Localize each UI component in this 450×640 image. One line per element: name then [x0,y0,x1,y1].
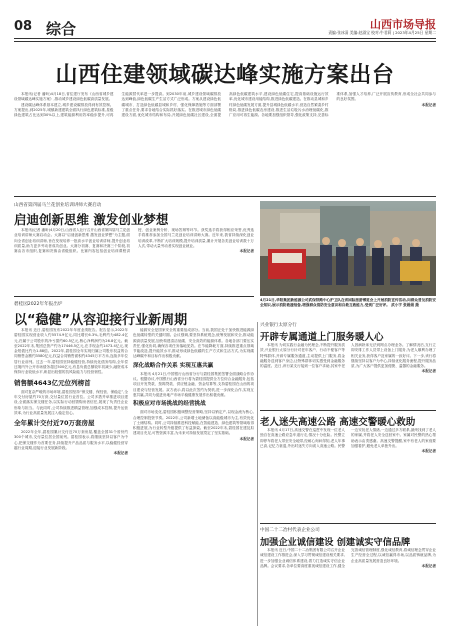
article3-paragraph: 本报讯 近日,碧桂园发布2022年年度业绩报告。报告显示,2022年碧桂园实现营业收入约5574.9亿元,同比增长6.3%,毛利约为482.4亿元,归属于公司股东的净亏损约60.5亿元,核心净利润约为26.8亿元。截至2022年末,集团总资产约为17446.5亿元,在手现金约1473.4亿元,现金短债比约为1.88倍。2022年,碧桂园全年实现归属公司股东权益的合同销售金额约3580亿元,权益合同销售面积约4345万平方米,连续多年位居行业前列。过去一年,碧桂园坚持稳健经营,持续优化债务结构,全年偿还境内外公开市场债务超过500亿元,有息负债总额较年初减少,融资成本保持行业较低水平,彰显出较强的抗风险能力与经营韧性。 [14,328,128,375]
article2-paragraph: 本报讯(记者 潘昕)4月20日,山西省人社厅召开山西省第四届马兰花创业培训讲师大赛启动会。大赛以“启迪创新思维 激发创业梦想”为主题,面向全省创业培训讲师,旨在发现培养一批高水平创业培训讲师,提升创业培训质量,助力更多劳动者成功创业。大赛分初赛、复赛和决赛三个阶段,初赛由各市组织,复赛和决赛由省级组织。比赛内容包括创业培训课程讲授、创业案例分析、现场答辩等环节。获奖选手将获得相应荣誉,优秀选手将推荐参加全国马兰花创业培训讲师大赛。近年来,我省持续深化创业培训改革,不断扩大培训规模,提升培训质量,累计开展各类创业培训数十万人次,带动大量劳动者实现创业就业。 [14,228,254,254]
article2-kicker: 山西省第四届马兰花创业培训讲师大赛启动 [14,203,102,208]
photo-caption: 4月21日,华阳集团新能源公司武保铁路中心护卫队在省国际旅游博览会上开展消防宣传活动,向群众普及消防安全知识,展示消防救援装备,增强群众消防安全意识和自救互救能力,受到广泛好评。 武小宇 张娟娟 摄 [260,298,436,308]
section-rule-2 [14,296,254,297]
article3-kicker: 碧桂园2022年年报出炉 [14,302,63,307]
article5-title: 老人迷失高速公路 高速交警暖心救助 [260,417,416,428]
lead-byline: 本报记者 [421,102,436,107]
article6-title: 加强企业诚信建设 创建诚实守信品牌 [260,537,411,548]
section-rule-1 [14,196,436,197]
mid-sub-body: 本报讯 4月21日,中国银行山西省分行与碧桂园集团签署全面战略合作协议。根据协议,中国银行山西省分行将为碧桂园提供全方位综合金融服务,包括项目开发贷款、按揭贷款、供应链金融、资金结算等,支持碧桂园在山西的项目建设与经营发展。双方表示,将以此次签约为契机,进一步深化合作,实现互惠共赢,共同为促进房地产市场平稳健康发展作出积极贡献。 [133,371,254,397]
mid-sub2-body: 面对市场变化,碧桂园积极调整经营策略,坚持以销定产,以现金流为核心,合理控制投资节奏。2022年,公司新增土地储备以高能级城市为主,有效优化了土储结构。同时,公司持续推进科技赋能,在智能建造、绿色建筑等领域取得积极进展,为行业转型升级提供了有益探索。截至2022年末,碧桂园在建及拟建项目充足,可售资源丰富,为未来可持续发展奠定了坚实基础。 [133,410,254,436]
issue-info: 责编:张冰清 美编:赵淑宝 校对:牛君莉 | 2023年4月25日 星期二 [328,30,436,35]
article5-body [260,428,436,520]
article4-body [260,343,436,407]
article5-paragraph: 本报讯 4月17日,高速交警在巡逻中发现一位老人独自在高速公路应急车道行走,情况十分危险。民警立即停车将老人带至安全地带,经耐心询问得知,老人年事已高,记忆力衰退,外出时迷失方向误入高速公路。民警一边安抚老人情绪,一边通过多方联系,最终找到了老人的家属,并将老人安全送回家中。家属对民警的热心帮助表示由衷感谢。高速交警提醒,家中有老人的家庭要加强看护,避免老人单独外出。 [260,428,436,448]
lead-intro: 本报讯(记者 潘昕)4月18日,省住建厅发布《山西省城乡建设领域碳达峰实施方案》,推动城乡建设绿色低碳高质量发展。 [14,92,114,102]
article3-title: 以“稳健”从容迎接行业新周期 [14,313,188,328]
article3-sub1-body: 面对复杂严峻的市场环境,碧桂园坚持“保交楼、保经营、保稳定”,全年交付房屋约70万套,交付量位居行业首位。公司多措并举推进项目建设,全面落实保交楼任务,以实际行动回馈购房者信任,展现了负责任企业形象与担当。与此同时,公司持续推进精益管理,加强成本控制,提升运营效率,为行业高质量发展注入稳定信心。 [14,389,128,415]
page-number: 08 [14,19,33,34]
article3-sub2: 全年累计交付近70万套房屋 [14,419,95,428]
photo-scene [260,201,436,296]
article5-byline: 本报记者 [421,449,436,454]
lead-body [14,92,436,192]
article3-byline: 本报记者 [113,451,128,456]
section-rule-4 [260,523,436,524]
article2-body [14,228,254,294]
article2-title: 启迪创新思维 激发创业梦想 [14,212,169,227]
masthead-rule-thin [14,41,436,42]
paper-name: 山西市场导报 [370,18,436,31]
column-divider [257,322,258,626]
masthead [14,18,436,38]
lead-paragraph: 建设碳达峰体系基本建立,城乡建设碳排放得到有效控制。方案提出,到2025年,城镇新建建筑全面执行绿色建筑标准,星级绿色建筑占比达到30%以上,建筑能源利用效率稳步提升,可再生能源替代率进一步提高。到2030年前,城乡建设领域碳排放达到峰值,绿色低碳生产生活方式广泛形成。方案从建设绿色低碳城市、打造绿色低碳县城和乡村、强化保障措施等方面部署了重点任务,要求各地结合实际抓好落实。在推进城市绿色低碳建设方面,优化城市结构和布局,开展绿色低碳社区建设,全面提高绿色低碳建筑水平,建设绿色低碳住宅,提高基础设施运行效率,优化城市建设用能结构,推进绿色低碳建造。在推动县城和乡村绿色低碳发展方面,提升县城绿色低碳水平,营造自然紧凑乡村格局,推进绿色低碳农房建设,推进生活垃圾污水治理低碳化,推广应用可再生能源。各地要加强组织领导,强化政策支持,完善标准体系,加强人才培养,广泛开展宣传教育,形成全社会共同参与的良好氛围。 [14,92,436,118]
section-rule-3 [260,410,436,411]
article3-sub1: 销售额4643亿元位列榜首 [14,378,91,387]
mid-sub: 深化战略合作关系 实现互惠共赢 [133,362,214,369]
masthead-rule [14,38,436,39]
article4-paragraph: 本报讯 为切实践行金融为民理念,不断提升服务质效,兴业银行太原分行针对老年客户、行动不便客户等特殊群体,开辟专属服务通道,主动提供上门服务,将金融服务送到客户身边,让特殊群体切实感受到金融服务的温度。近日,该行某支行接到一位客户求助,其家中老人因病卧床无法到网点办理业务。了解情况后,支行立即安排工作人员带上设备上门服务,为老人顺利办理了相关业务,获得客户及家属的一致好评。下一步,该行将继续坚持以客户为中心,持续优化服务流程,提升服务品质,为广大客户提供更加便捷、温馨的金融服务。 [260,343,436,369]
article3-col1 [14,328,128,626]
article6-kicker: 中国二十二冶村代表企业公司 [260,528,320,533]
article6-body [260,548,436,626]
article6-paragraph: 本报讯 近日,中国二十二冶集团有限公司召开企业诚信建设工作推进会,深入学习贯彻诚信建设相关要求,进一步加强企业诚信体系建设,着力打造诚实守信企业品牌。会议要求,各单位要高度重视诚信建设工作,健全完善诚信管理制度,强化诚信教育,将诚信理念贯穿企业生产经营全过程,以诚信赢得市场,以品质铸就品牌,为企业高质量发展营造良好环境。 [260,548,436,568]
lead-title: 山西住建领域碳达峰实施方案出台 [55,63,395,88]
mid-byline: 本报记者 [239,436,254,441]
article3-col2 [133,328,254,626]
mid-paragraph: 能源安全是国家安全的重要组成部分。当前,我国正处于加快推进能源绿色低碳转型的关键时期。会议强调,要坚持系统观念,统筹发展和安全,推动能源高质量发展,加快构建清洁低碳、安全高效的能源体系。各地各部门要压实责任,强化协同,确保各项任务落地见效。在节能降耗方面,持续推进重点领域节能改造,提升能效水平,推动形成绿色低碳的生产方式和生活方式,为实现碳达峰碳中和目标作出积极贡献。 [133,328,254,359]
mid-sub2: 积极应对市场挑战的经营挑战 [133,401,206,408]
article6-byline: 本报记者 [421,563,436,568]
article4-kicker: 兴业银行太原分行 [260,323,297,328]
article3-sub2-body: 2022年全年,碧桂园累计交付近70万套房屋,覆盖全国31个省份约300个城市,交付量位居全国前列。碧桂园表示,将继续坚持以客户为中心,把保交楼作为首要任务,持续提升产品品质与服务水平,以稳健经营穿越行业周期,迎接行业发展新阶段。 [14,430,128,451]
article2-byline: 本报记者 [239,249,254,254]
article4-title: 开辟专属通道上门服务暖人心 [260,332,384,343]
event-photo [260,201,436,296]
section-label: 综合 [46,20,77,38]
article4-byline: 本报记者 [421,369,436,374]
